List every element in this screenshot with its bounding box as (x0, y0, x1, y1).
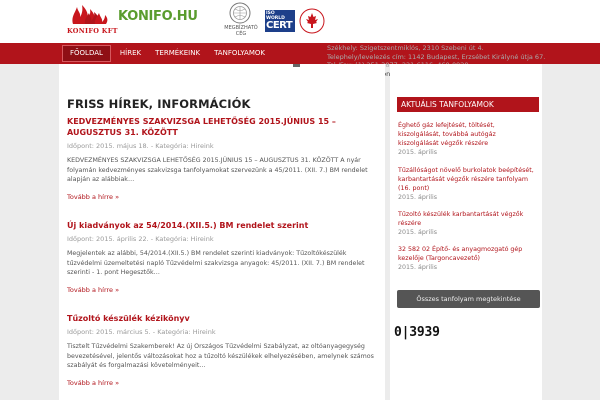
course-date: 2015. április (398, 149, 438, 156)
news-article (67, 313, 380, 387)
article-excerpt: Megjelentek az alábbi, 54/2014.(XII.5.) BM rendelet szerinti kiadványok: Tűzoltókészülék tűzvédelmi üzemeltetési napló Tűzvédelmi szakvizsga anyagok: 45/2011. (XII. 7.) BM rendelet szerinti - 1. pont Hegesztők… (67, 250, 365, 276)
flame-logo-icon[interactable] (69, 3, 109, 25)
nav-item-home[interactable]: FŐOLDAL (62, 45, 111, 62)
iso-cert-big: CERT (266, 20, 293, 31)
course-title[interactable]: Éghető gáz lefejtését, töltését, kiszolgálását, továbbá autógáz kiszolgálását végzők részére (398, 122, 496, 147)
course-item (398, 166, 536, 202)
trusted-company-label: MEGBÍZHATÓ CÉG (224, 25, 258, 37)
article-meta: Időpont: 2015. április 22. - Kategória: Hireink (67, 235, 214, 243)
article-excerpt: KEDVEZMÉNYES SZAKVIZSGA LEHETŐSÉG 2015.JÚNIUS 15 – AUGUSZTUS 31. KÖZÖTT A nyár folyamán kedvezményes szakvizsga tanfolyamokat szervezünk a 45/2011. (XII. 7.) BM rendelet alapján az alábbiak… (67, 157, 368, 183)
course-date: 2015. április (398, 194, 438, 201)
course-date: 2015. április (398, 264, 438, 271)
article-meta: Időpont: 2015. március 5. - Kategória: Hireink (67, 328, 216, 336)
read-more-link[interactable]: Tovább a hírre » (67, 192, 120, 201)
section-title: FRISS HÍREK, INFORMÁCIÓK (67, 97, 251, 111)
course-title[interactable]: 32 582 02 Építő- és anyagmozgató gép kezelője (Targoncavezető) (398, 246, 523, 262)
contact-seat: Székhely: Szigetszentmiklós, 2310 Szebeni út 4. (327, 44, 484, 52)
article-title[interactable]: Új kiadványok az 54/2014.(XII.5.) BM rendelet szerint (67, 221, 309, 230)
news-article (67, 116, 380, 201)
sidebar-heading: AKTUÁLIS TANFOLYAMOK (397, 97, 539, 112)
article-title[interactable]: Tűzoltó készülék kézikönyv (67, 314, 190, 323)
visitor-counter: 0|3939 (394, 325, 440, 340)
maple-leaf-badge-icon (299, 8, 325, 34)
nav-item-news[interactable]: HÍREK (119, 49, 142, 57)
course-title[interactable]: Tűzállóságot növelő burkolatok beépítését, karbantartását végzők részére tanfolyam (16. pont) (398, 167, 534, 192)
course-date: 2015. április (398, 229, 438, 236)
iso-cert-badge (265, 10, 295, 32)
course-list (398, 121, 536, 280)
divider-mark (293, 64, 300, 67)
article-title[interactable]: KEDVEZMÉNYES SZAKVIZSGA LEHETŐSÉG 2015.JÚNIUS 15 – AUGUSZTUS 31. KÖZÖTT (67, 117, 336, 137)
course-item (398, 210, 536, 237)
globe-badge-icon (229, 2, 251, 24)
read-more-link[interactable]: Tovább a hírre » (67, 285, 120, 294)
article-excerpt: Tisztelt Tűzvédelmi Szakemberek! Az új Országos Tűzvédelmi Szabályzat, az oltóanyagegység bevezetésével, jelentős változásokat hoz a tűzoltó készülékek elhelyezésében, amelynek számos szabályát és forgalmazási követelményeit… (67, 343, 374, 369)
news-article (67, 220, 380, 294)
course-item (398, 245, 536, 272)
article-meta: Időpont: 2015. május 18. - Kategória: Hireink (67, 142, 214, 150)
site-header (0, 0, 600, 43)
company-name: KONIFO KFT (67, 27, 118, 35)
site-name-logo[interactable]: KONIFO.HU (118, 9, 198, 24)
all-courses-button[interactable]: Összes tanfolyam megtekintése (397, 290, 540, 308)
course-title[interactable]: Tűzoltó készülék karbantartását végzők részére (398, 211, 524, 227)
nav-item-courses[interactable]: TANFOLYAMOK (214, 49, 265, 57)
contact-site-address: Telephely/levelezés cím: 1142 Budapest, Erzsébet Királyné útja 67. (327, 52, 546, 61)
nav-item-products[interactable]: TERMÉKEINK (155, 49, 201, 57)
iso-cert-top: ISO WORLD (266, 11, 285, 21)
read-more-link[interactable]: Tovább a hírre » (67, 378, 120, 387)
course-item (398, 121, 536, 157)
